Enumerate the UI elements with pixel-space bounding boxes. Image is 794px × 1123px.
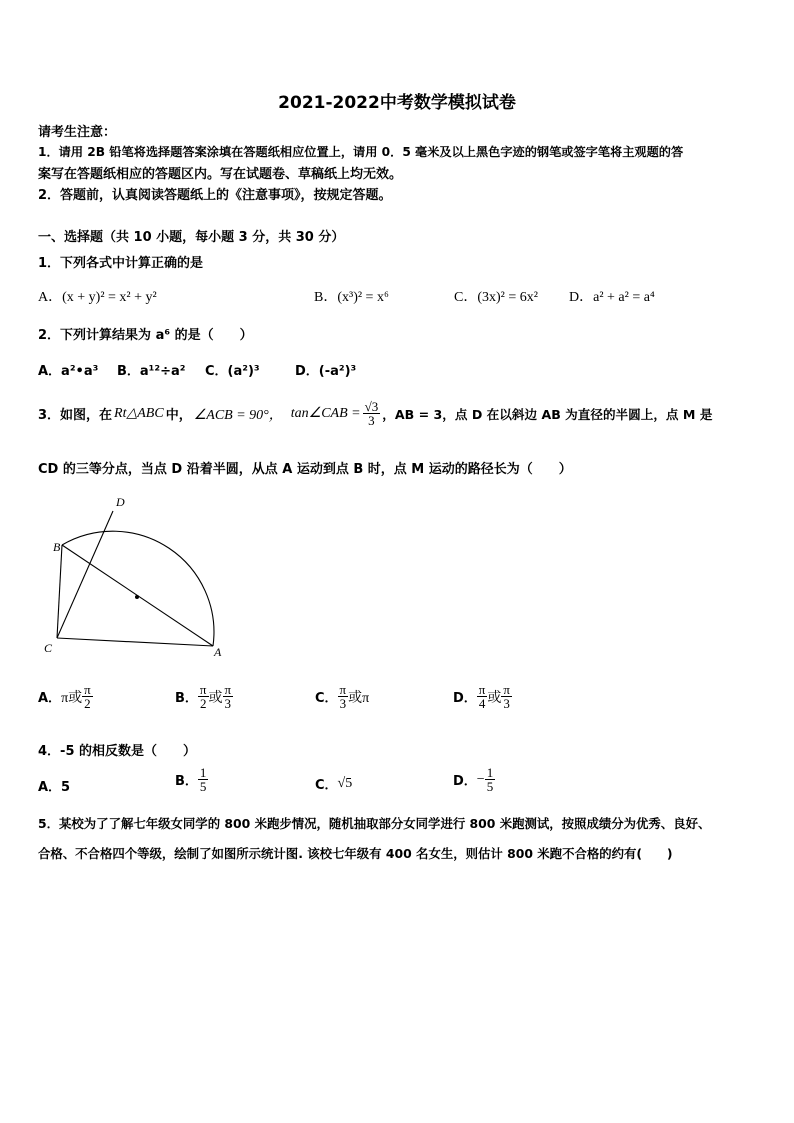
q2-option-b: B．a¹²÷a² bbox=[117, 364, 186, 379]
notice-item2: 2．答题前，认真阅读答题纸上的《注意事项》，按规定答题。 bbox=[38, 188, 392, 203]
q4-option-b bbox=[175, 766, 208, 793]
q1-stem: 1．下列各式中计算正确的是 bbox=[38, 256, 204, 271]
option-fraction bbox=[198, 766, 209, 793]
center-point bbox=[135, 595, 139, 599]
q3-tan: tan∠CAB = bbox=[290, 406, 361, 421]
option-text: 或 bbox=[487, 690, 502, 706]
segment-ca bbox=[57, 638, 213, 646]
option-label: B． bbox=[175, 691, 198, 706]
option-fraction bbox=[198, 683, 209, 710]
label-c: C bbox=[44, 641, 53, 655]
q1-option-d: D．a² + a² = a⁴ bbox=[569, 290, 655, 305]
option-fraction bbox=[477, 683, 488, 710]
page-title: 2021-2022中考数学模拟试卷 bbox=[278, 93, 516, 113]
q5-stem-line1: 5．某校为了了解七年级女同学的 800 米跑步情况，随机抽取部分女同学进行 800 米跑测试，按照成绩分为优秀、良好、 bbox=[38, 816, 711, 831]
option-fraction bbox=[485, 766, 496, 793]
frac-den: 2 bbox=[84, 696, 91, 711]
frac-den: 5 bbox=[199, 779, 207, 794]
q4-option-c bbox=[315, 774, 352, 793]
q3-stem-line1 bbox=[38, 400, 712, 427]
q2-option-c: C．(a²)³ bbox=[205, 364, 260, 379]
q1-option-b: B．(x³)² = x⁶ bbox=[314, 290, 389, 305]
label-b: B bbox=[53, 540, 61, 554]
semicircle-arc bbox=[62, 531, 214, 646]
frac-num: π bbox=[503, 682, 510, 697]
frac-den: 3 bbox=[503, 696, 510, 711]
q3-frac-den: 3 bbox=[368, 413, 375, 428]
option-fraction bbox=[223, 683, 234, 710]
q3-text-a: 3．如图，在 bbox=[38, 408, 113, 423]
option-text: 或π bbox=[348, 690, 370, 706]
notice-item1-line1: 1．请用 2B 铅笔将选择题答案涂填在答题纸相应位置上，请用 0．5 毫米及以上黑色字迹的钢笔或签字笔将主观题的答 bbox=[38, 145, 684, 159]
frac-num: 1 bbox=[199, 765, 207, 780]
option-label: C． bbox=[315, 778, 338, 793]
q3-frac-num: √3 bbox=[364, 399, 379, 414]
q3-triangle: Rt△ABC bbox=[114, 406, 164, 421]
frac-den: 4 bbox=[478, 696, 486, 711]
option-label: D． bbox=[453, 691, 477, 706]
q5-stem-line2: 合格、不合格四个等级，绘制了如图所示统计图. 该校七年级有 400 名女生，则估计 800 米跑不合格的约有( ) bbox=[38, 846, 673, 861]
q4-option-a: A．5 bbox=[38, 780, 71, 795]
frac-num: 1 bbox=[486, 765, 494, 780]
frac-den: 5 bbox=[486, 779, 494, 794]
q2-option-d: D．(-a²)³ bbox=[295, 364, 357, 379]
q3-figure bbox=[38, 495, 238, 660]
q4-stem: 4．-5 的相反数是（ ） bbox=[38, 744, 197, 759]
q2-stem: 2．下列计算结果为 a⁶ 的是（ ） bbox=[38, 328, 253, 343]
q3-option-b bbox=[175, 683, 233, 710]
section-heading: 一、选择题（共 10 小题，每小题 3 分，共 30 分） bbox=[38, 230, 345, 245]
frac-num: π bbox=[339, 682, 347, 697]
q3-text-f: ，AB = 3，点 D 在以斜边 AB 为直径的半圆上，点 M 是 bbox=[382, 407, 713, 422]
q3-option-c bbox=[315, 683, 369, 710]
q1-option-c: C．(3x)² = 6x² bbox=[454, 290, 538, 305]
label-a: A bbox=[214, 645, 222, 659]
label-d: D bbox=[116, 495, 125, 509]
option-fraction bbox=[338, 683, 349, 710]
frac-num: π bbox=[478, 682, 486, 697]
q4-option-d bbox=[453, 766, 495, 793]
frac-den: 2 bbox=[199, 696, 207, 711]
option-fraction bbox=[501, 683, 512, 710]
q3-text-c: 中， bbox=[165, 408, 192, 423]
notice-heading: 请考生注意： bbox=[38, 125, 117, 140]
frac-num: π bbox=[199, 682, 207, 697]
option-label: C． bbox=[315, 691, 338, 706]
option-text: − bbox=[476, 771, 485, 787]
option-label: A． bbox=[38, 691, 62, 706]
option-text: √5 bbox=[337, 775, 353, 791]
option-fraction bbox=[82, 683, 93, 710]
notice-item1-line2: 案写在答题纸相应的答题区内。写在试题卷、草稿纸上均无效。 bbox=[38, 167, 403, 182]
q3-option-a bbox=[38, 683, 93, 710]
option-text: π或 bbox=[61, 690, 83, 706]
option-label: D． bbox=[453, 774, 477, 789]
segment-bc bbox=[57, 545, 62, 638]
q1-option-a: A．(x + y)² = x² + y² bbox=[38, 290, 157, 305]
q3-option-d bbox=[453, 683, 512, 710]
q2-option-a: A．a²•a³ bbox=[38, 364, 99, 379]
q3-stem-line2: CD 的三等分点，当点 D 沿着半圆，从点 A 运动到点 B 时，点 M 运动的路径长为（ ） bbox=[38, 462, 572, 477]
frac-den: 3 bbox=[339, 696, 347, 711]
frac-num: π bbox=[84, 682, 91, 697]
frac-den: 3 bbox=[224, 696, 232, 711]
q3-angle: ∠ACB = 90°， bbox=[193, 407, 283, 423]
option-text: 或 bbox=[208, 690, 223, 706]
segment-cd bbox=[57, 511, 113, 638]
q3-tan-fraction bbox=[363, 400, 381, 427]
option-label: B． bbox=[175, 774, 198, 789]
frac-num: π bbox=[224, 682, 232, 697]
